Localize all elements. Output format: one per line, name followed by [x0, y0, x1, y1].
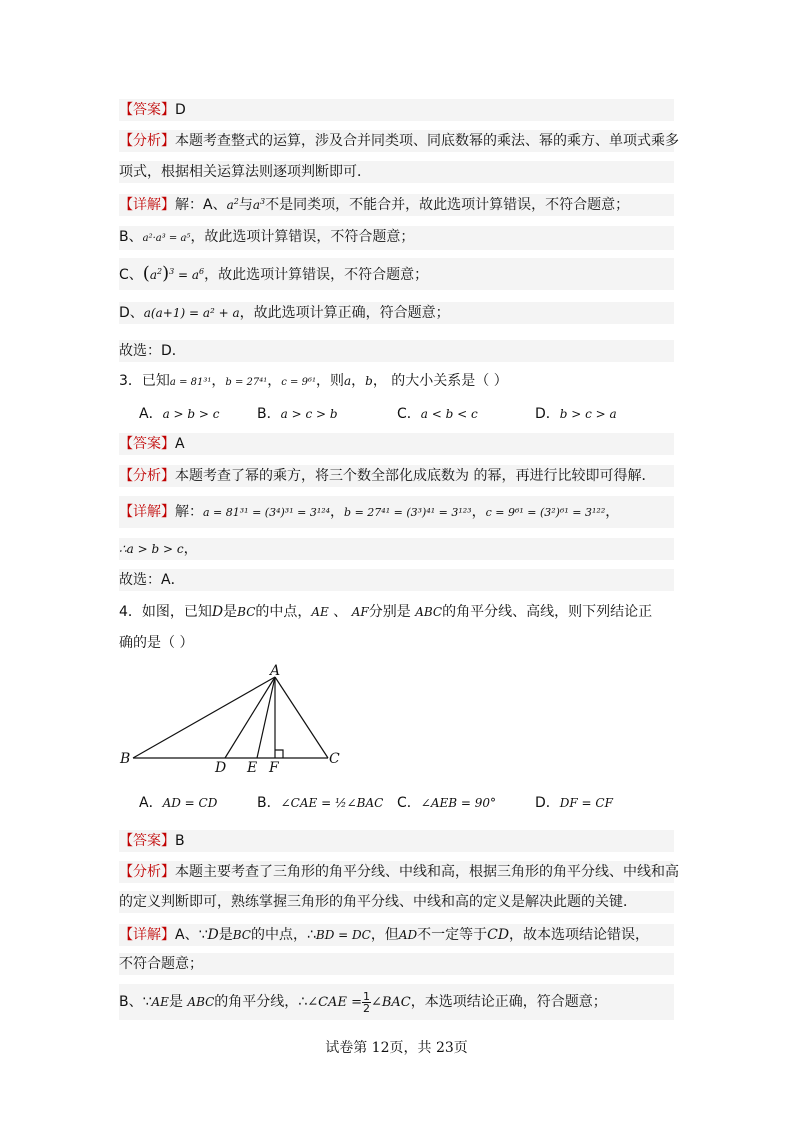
math-term [227, 198, 239, 212]
option-label: D． [535, 795, 560, 811]
triangle-figure [112, 664, 342, 776]
detail-text: 不一定等于 [417, 927, 488, 943]
analysis-line [119, 130, 679, 152]
seg-ad: AD [398, 928, 418, 942]
math-exp: 2 [233, 197, 239, 206]
detail-line-b [119, 226, 674, 250]
answer-label: 【答案】 [119, 436, 175, 452]
analysis-line [119, 465, 674, 487]
answer-label: 【答案】 [119, 833, 175, 849]
label-e: E [247, 760, 258, 776]
analysis-label: 【分析】 [119, 468, 175, 484]
detail-label: 【详解】 [119, 927, 175, 943]
math-eq-right: ∠BAC [370, 995, 411, 1010]
separator: ， [330, 504, 345, 520]
conclusion [119, 340, 674, 362]
analysis-line-2 [119, 161, 674, 183]
analysis-label: 【分析】 [119, 864, 175, 880]
label-c: C [329, 751, 340, 767]
answer-value: D [175, 102, 186, 118]
option-b[interactable] [257, 403, 338, 425]
detail-text: B、∵ [119, 994, 152, 1010]
analysis-text-2: 的定义判断即可，熟练掌握三角形的角平分线、中线和高的定义是解决此题的关键． [119, 894, 637, 910]
var-b: b [365, 374, 373, 388]
analysis-text: 本题考查了幂的乘方，将三个数全部化成底数为 的幂，再进行比较即可得解． [175, 468, 656, 484]
detail-label: 【详解】 [119, 504, 175, 520]
math-expression: a²·a³ = a⁵ [142, 233, 191, 244]
side-ab [133, 677, 275, 758]
var-a: a [343, 374, 352, 388]
option-label: B． [257, 406, 281, 422]
math-base: a [226, 198, 234, 212]
option-b[interactable] [257, 790, 383, 816]
option-math: ∠CAE = ½∠BAC [280, 796, 384, 810]
seg-af: AF [351, 605, 369, 619]
label-f: F [269, 760, 279, 776]
math-eq: BD = DC [315, 928, 371, 942]
detail-text: 是 [168, 994, 188, 1010]
detail-text: 不是同类项，不能合并，故此选项计算错误，不符合题意； [265, 197, 630, 213]
detail-text: 是 [218, 927, 233, 943]
fraction-numerator: 1 [362, 989, 370, 1003]
detail-text: 解：A、 [175, 197, 227, 213]
label-b: B [120, 751, 131, 767]
therefore-math: ∴a > b > c [119, 542, 184, 556]
option-math: a > b > c [162, 407, 220, 421]
option-d[interactable] [535, 790, 613, 816]
analysis-label: 【分析】 [119, 133, 175, 149]
question-text: ， 的大小关系是（ ） [372, 373, 508, 389]
option-math: AD = CD [162, 796, 218, 810]
seg-bc: BC [232, 928, 251, 942]
question-number: 4． [119, 604, 142, 620]
fraction-denominator: 2 [362, 1001, 370, 1015]
answer-line [119, 99, 674, 121]
detail-line [119, 496, 674, 528]
therefore-line [119, 538, 674, 560]
seg-cd: CD [487, 927, 510, 943]
option-math: b > c > a [559, 407, 617, 421]
question-text: 是 [223, 604, 238, 620]
detail-text: A、∵ [175, 927, 208, 943]
math-a: a = 81³¹ [169, 377, 212, 388]
segment-ae [257, 677, 275, 758]
conclusion-text: 故选：D． [119, 343, 186, 359]
analysis-line-2 [119, 891, 674, 913]
math-expression: a(a+1) = a² + a [143, 306, 240, 320]
analysis-text: 本题考查整式的运算，涉及合并同类项、同底数幂的乘法、幂的乘方、单项式乘多 [175, 133, 679, 149]
math-b: b = 27⁴¹ [225, 377, 268, 388]
detail-prefix: 解： [175, 504, 203, 520]
fraction [362, 991, 371, 1014]
answer-value: A [175, 436, 185, 452]
label-a: A [270, 664, 281, 679]
detail-text: ，故本选项结论错误， [509, 927, 650, 943]
option-label: C． [397, 406, 421, 422]
option-label: D． [535, 406, 560, 422]
label-d: D [215, 760, 227, 776]
var-d: D [207, 927, 219, 943]
page-footer: 试卷第 12页，共 23页 [325, 1040, 468, 1056]
separator: ， [183, 541, 198, 557]
analysis-line [119, 861, 679, 883]
detail-text: ，本选项结论正确，符合题意； [410, 994, 607, 1010]
math-expression-c: $(a^2)^3 = a^6$ [142, 263, 205, 284]
analysis-text-2: 项式，根据相关运算法则逐项判断即可． [119, 164, 371, 180]
math-eq-left: ∠CAE = [307, 995, 362, 1010]
detail-line-b [119, 984, 674, 1020]
math-detail-a: a = 81³¹ = (3⁴)³¹ = 3¹²⁴ [203, 506, 331, 519]
option-d[interactable] [535, 403, 617, 425]
detail-line-a [119, 194, 674, 216]
question-4-line-2 [119, 632, 674, 654]
var-d: D [211, 604, 224, 620]
option-label: C． [397, 795, 421, 811]
math-detail-b: b = 27⁴¹ = (3³)⁴¹ = 3¹²³ [344, 506, 472, 519]
separator: ， [471, 504, 486, 520]
detail-prefix: B、 [119, 229, 143, 245]
seg-ae: AE [311, 605, 329, 619]
answer-label: 【答案】 [119, 102, 175, 118]
analysis-text: 本题主要考查了三角形的角平分线、中线和高，根据三角形的角平分线、中线和高 [175, 864, 679, 880]
segment-ad [225, 677, 275, 758]
question-text: ， [267, 373, 282, 389]
option-c[interactable] [397, 790, 496, 816]
detail-line-a-2 [119, 953, 674, 975]
detail-text: ，但 [370, 927, 399, 943]
answer-line [119, 433, 674, 455]
separator: ， [605, 504, 620, 520]
option-math: DF = CF [559, 796, 613, 810]
option-label: B． [257, 795, 281, 811]
options-q3 [119, 403, 674, 425]
option-a[interactable] [139, 403, 220, 425]
question-3 [119, 370, 674, 394]
question-text: 的角平分线、高线，则下列结论正 [442, 604, 653, 620]
detail-line-a [119, 924, 674, 946]
math-detail-c: c = 9⁶¹ = (3²)⁶¹ = 3¹²² [485, 506, 606, 519]
question-text: 、 [328, 604, 352, 620]
conclusion-text: 故选：A． [119, 572, 185, 588]
conclusion [119, 569, 674, 591]
tri-abc: ABC [415, 605, 443, 619]
option-label: A． [139, 406, 163, 422]
detail-text: 不符合题意； [119, 956, 203, 972]
detail-text: 与 [238, 197, 253, 213]
detail-prefix: D、 [119, 305, 144, 321]
detail-text: ，故此选项计算正确，符合题意； [239, 305, 450, 321]
question-text: 分别是 [368, 604, 416, 620]
question-text: ， [211, 373, 226, 389]
side-ac [275, 677, 328, 758]
tri-abc: ABC [187, 995, 215, 1009]
detail-text: ，故此选项计算错误，不符合题意； [204, 267, 429, 283]
detail-line-d [119, 302, 674, 324]
option-math: ∠AEB = 90° [420, 796, 497, 810]
detail-prefix: C、 [119, 267, 143, 283]
detail-label: 【详解】 [119, 197, 175, 213]
question-number: 3． [119, 373, 142, 389]
math-c: c = 9⁶¹ [281, 377, 316, 388]
question-text: 的中点， [255, 604, 312, 620]
question-text: 如图，已知 [141, 604, 212, 620]
right-angle-mark [275, 750, 283, 758]
question-text: ， [351, 373, 366, 389]
math-term [253, 198, 265, 212]
answer-value: B [175, 833, 185, 849]
option-math: a > c > b [280, 407, 338, 421]
question-4 [119, 601, 674, 623]
math-exp: 3 [259, 197, 266, 206]
question-text: 已知 [141, 373, 170, 389]
seg-ae: AE [151, 995, 169, 1009]
option-math: a < b < c [420, 407, 478, 421]
math-base: a [252, 198, 260, 212]
options-q4 [119, 790, 674, 816]
question-text: ，则 [315, 373, 344, 389]
seg-bc: BC [237, 605, 256, 619]
option-a[interactable] [139, 790, 217, 816]
question-text: 确的是（ ） [119, 635, 194, 651]
detail-text: 的中点，∴ [250, 927, 316, 943]
answer-line [119, 830, 674, 852]
option-label: A． [139, 795, 163, 811]
detail-text: 的角平分线，∴ [214, 994, 308, 1010]
detail-text: ，故此选项计算错误，不符合题意； [190, 229, 415, 245]
option-c[interactable] [397, 403, 478, 425]
detail-line-c [119, 258, 674, 290]
